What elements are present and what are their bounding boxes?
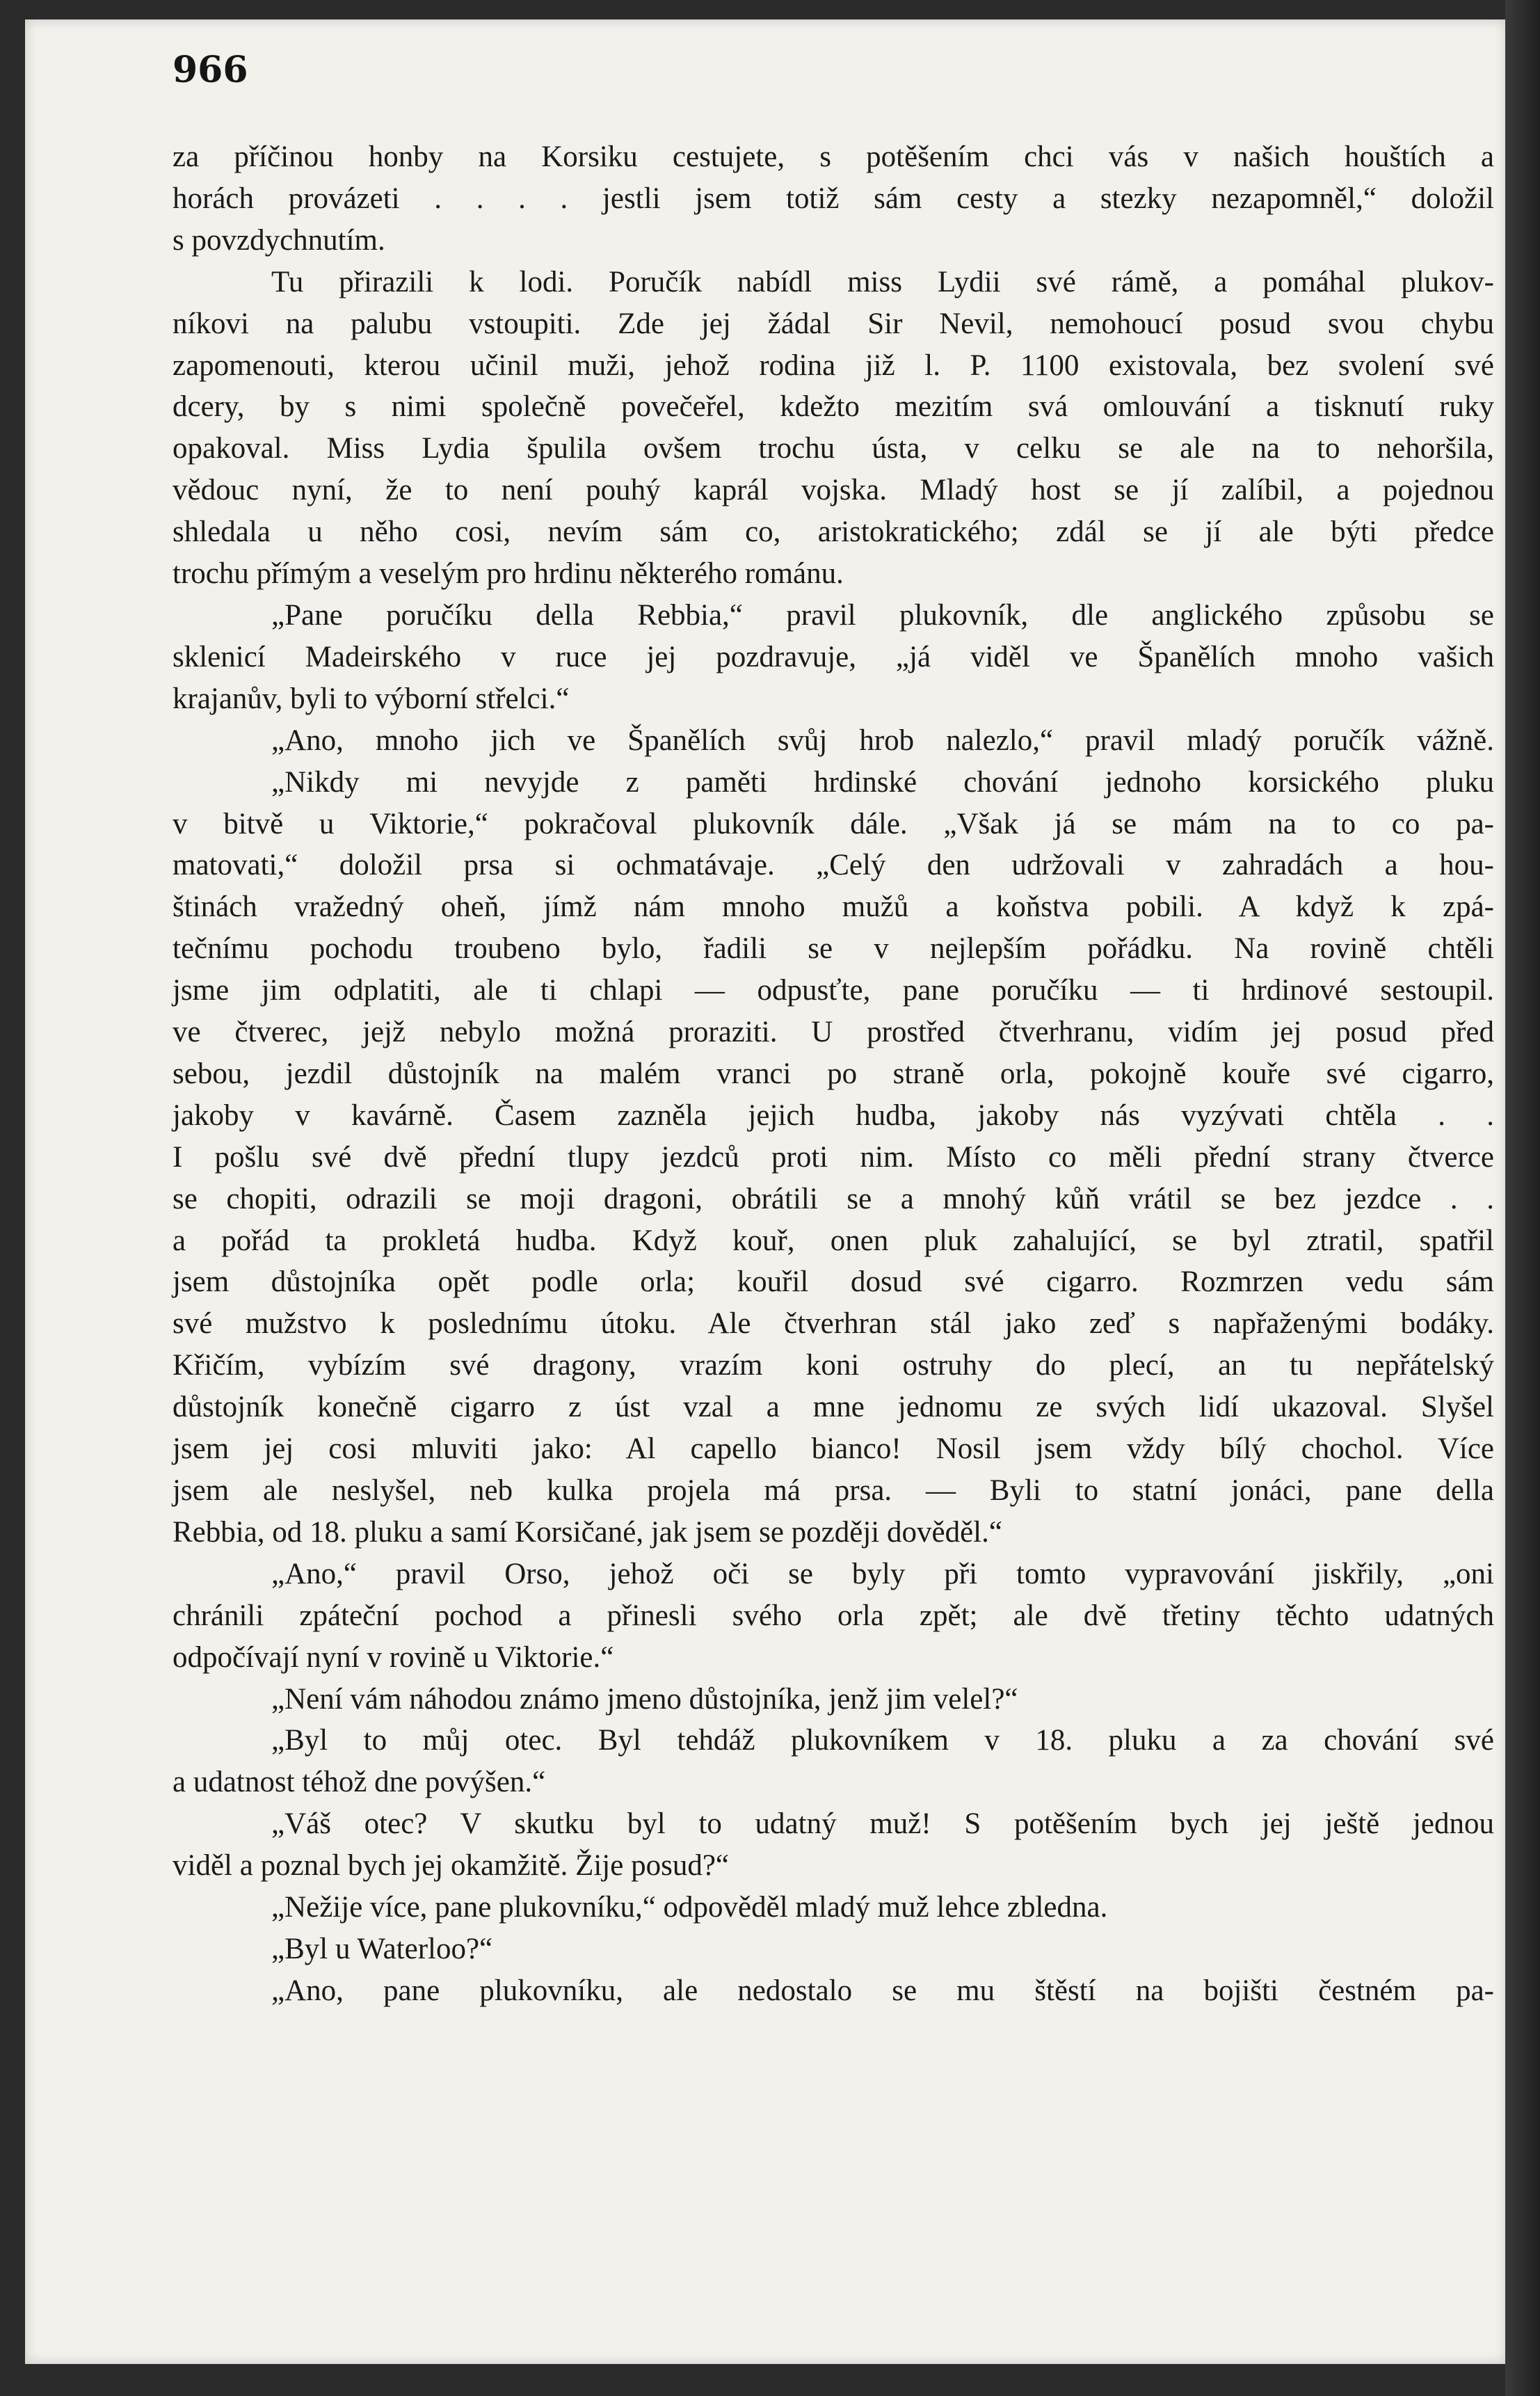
text-line: „Byl u Waterloo?“ [271, 1932, 493, 1965]
body-text [173, 136, 1494, 2012]
text-line: ve čtverec, jejž nebylo možná proraziti. U prostřed čtverhranu, vidím jej posud před [173, 1016, 1494, 1049]
text-line: níkovi na palubu vstoupiti. Zde jej žádal Sir Nevil, nemohoucí posud svou chybu [173, 307, 1494, 340]
text-line: „Ano,“ pravil Orso, jehož oči se byly při tomto vypravování jiskřily, „oni [271, 1557, 1494, 1590]
text-line: „Nikdy mi nevyjde z paměti hrdinské chování jednoho korsického pluku [271, 765, 1494, 799]
text-line: I pošlu své dvě přední tlupy jezdců proti nim. Místo co měli přední strany čtverce [173, 1140, 1494, 1174]
text-line: vědouc nyní, že to není pouhý kaprál vojska. Mladý host se jí zalíbil, a pojednou [173, 474, 1494, 507]
text-line: s povzdychnutím. [173, 223, 385, 257]
text-line: jakoby v kavárně. Časem zazněla jejich hudba, jakoby nás vyzývati chtěla . . [173, 1099, 1494, 1132]
text-line: sklenicí Madeirského v ruce jej pozdravuje, „já viděl ve Španělích mnoho vašich [173, 640, 1494, 673]
text-line: své mužstvo k poslednímu útoku. Ale čtverhran stál jako zeď s napřaženými bodáky. [173, 1307, 1494, 1341]
text-line: jsem jej cosi mluviti jako: Al capello bianco! Nosil jsem vždy bílý chochol. Více [173, 1432, 1494, 1466]
text-line: „Není vám náhodou známo jmeno důstojníka, jenž jim velel?“ [271, 1682, 1018, 1716]
text-line: „Ano, pane plukovníku, ale nedostalo se mu štěstí na bojišti čestném pa- [271, 1974, 1494, 2007]
text-line: shledala u něho cosi, nevím sám co, aristokratického; zdál se jí ale býti předce [173, 516, 1494, 549]
text-line: jsme jim odplatiti, ale ti chlapi — odpusťte, pane poručíku — ti hrdinové sestoupil. [173, 974, 1494, 1007]
text-line: zapomenouti, kterou učinil muži, jehož rodina již l. P. 1100 existovala, bez svolení své [173, 349, 1494, 382]
text-line: odpočívají nyní v rovině u Viktorie.“ [173, 1640, 614, 1674]
text-line: Křičím, vybízím své dragony, vrazím koni ostruhy do plecí, an tu nepřátelský [173, 1349, 1494, 1382]
text-line: „Ano, mnoho jich ve Španělích svůj hrob nalezlo,“ pravil mladý poručík vážně. [271, 724, 1494, 757]
text-line: se chopiti, odrazili se moji dragoni, obrátili se a mnohý kůň vrátil se bez jezdce . . [173, 1182, 1494, 1215]
text-line: důstojník konečně cigarro z úst vzal a mne jednomu ze svých lidí ukazoval. Slyšel [173, 1391, 1494, 1424]
text-line: jsem důstojníka opět podle orla; kouřil dosud své cigarro. Rozmrzen vedu sám [173, 1265, 1494, 1299]
page-edge-shadow [1505, 0, 1540, 2396]
text-line: trochu přímým a veselým pro hrdinu některého románu. [173, 557, 844, 591]
text-line: „Byl to můj otec. Byl tehdáž plukovníkem v 18. pluku a za chování své [271, 1724, 1494, 1757]
text-line: jsem ale neslyšel, neb kulka projela má prsa. — Byli to statní jonáci, pane della [173, 1474, 1494, 1507]
text-line: „Pane poručíku della Rebbia,“ pravil plukovník, dle anglického způsobu se [271, 598, 1494, 632]
text-line: matovati,“ doložil prsa si ochmatávaje. „Celý den udržovali v zahradách a hou- [173, 849, 1494, 882]
text-line: v bitvě u Viktorie,“ pokračoval plukovník dále. „Však já se mám na to co pa- [173, 807, 1494, 840]
text-line: chránili zpáteční pochod a přinesli svého orla zpět; ale dvě třetiny těchto udatných [173, 1599, 1494, 1632]
text-line: Rebbia, od 18. pluku a samí Korsičané, jak jsem se později dověděl.“ [173, 1515, 1002, 1549]
text-line: viděl a poznal bych jej okamžitě. Žije posud?“ [173, 1849, 729, 1883]
text-line: dcery, by s nimi společně povečeřel, kdežto mezitím svá omlouvání a tisknutí ruky [173, 390, 1494, 424]
text-line: krajanův, byli to výborní střelci.“ [173, 682, 570, 715]
text-line: „Nežije více, pane plukovníku,“ odpověděl mladý muž lehce zbledna. [271, 1891, 1108, 1924]
text-line: za příčinou honby na Korsiku cestujete, s potěšením chci vás v našich houštích a [173, 141, 1494, 173]
page-number: 966 [173, 49, 248, 91]
text-line: horách provázeti . . . . jestli jsem totiž sám cesty a stezky nezapomněl,“ doložil [173, 182, 1494, 215]
text-line: Tu přirazili k lodi. Poručík nabídl miss Lydii své rámě, a pomáhal plukov- [271, 265, 1494, 298]
text-line: štinách vražedný oheň, jímž nám mnoho mužů a koňstva pobili. A když k zpá- [173, 890, 1494, 924]
text-line: a pořád ta prokletá hudba. Když kouř, onen pluk zahalující, se byl ztratil, spatřil [173, 1224, 1494, 1257]
text-line: opakoval. Miss Lydia špulila ovšem trochu ústa, v celku se ale na to nehoršila, [173, 432, 1494, 465]
text-line: a udatnost téhož dne povýšen.“ [173, 1766, 546, 1799]
text-line: tečnímu pochodu troubeno bylo, řadili se v nejlepším pořádku. Na rovině chtěli [173, 932, 1494, 966]
text-line: „Váš otec? V skutku byl to udatný muž! S potěšením bych jej ještě jednou [271, 1807, 1494, 1841]
text-line: sebou, jezdil důstojník na malém vranci po straně orla, pokojně kouře své cigarro, [173, 1057, 1494, 1090]
